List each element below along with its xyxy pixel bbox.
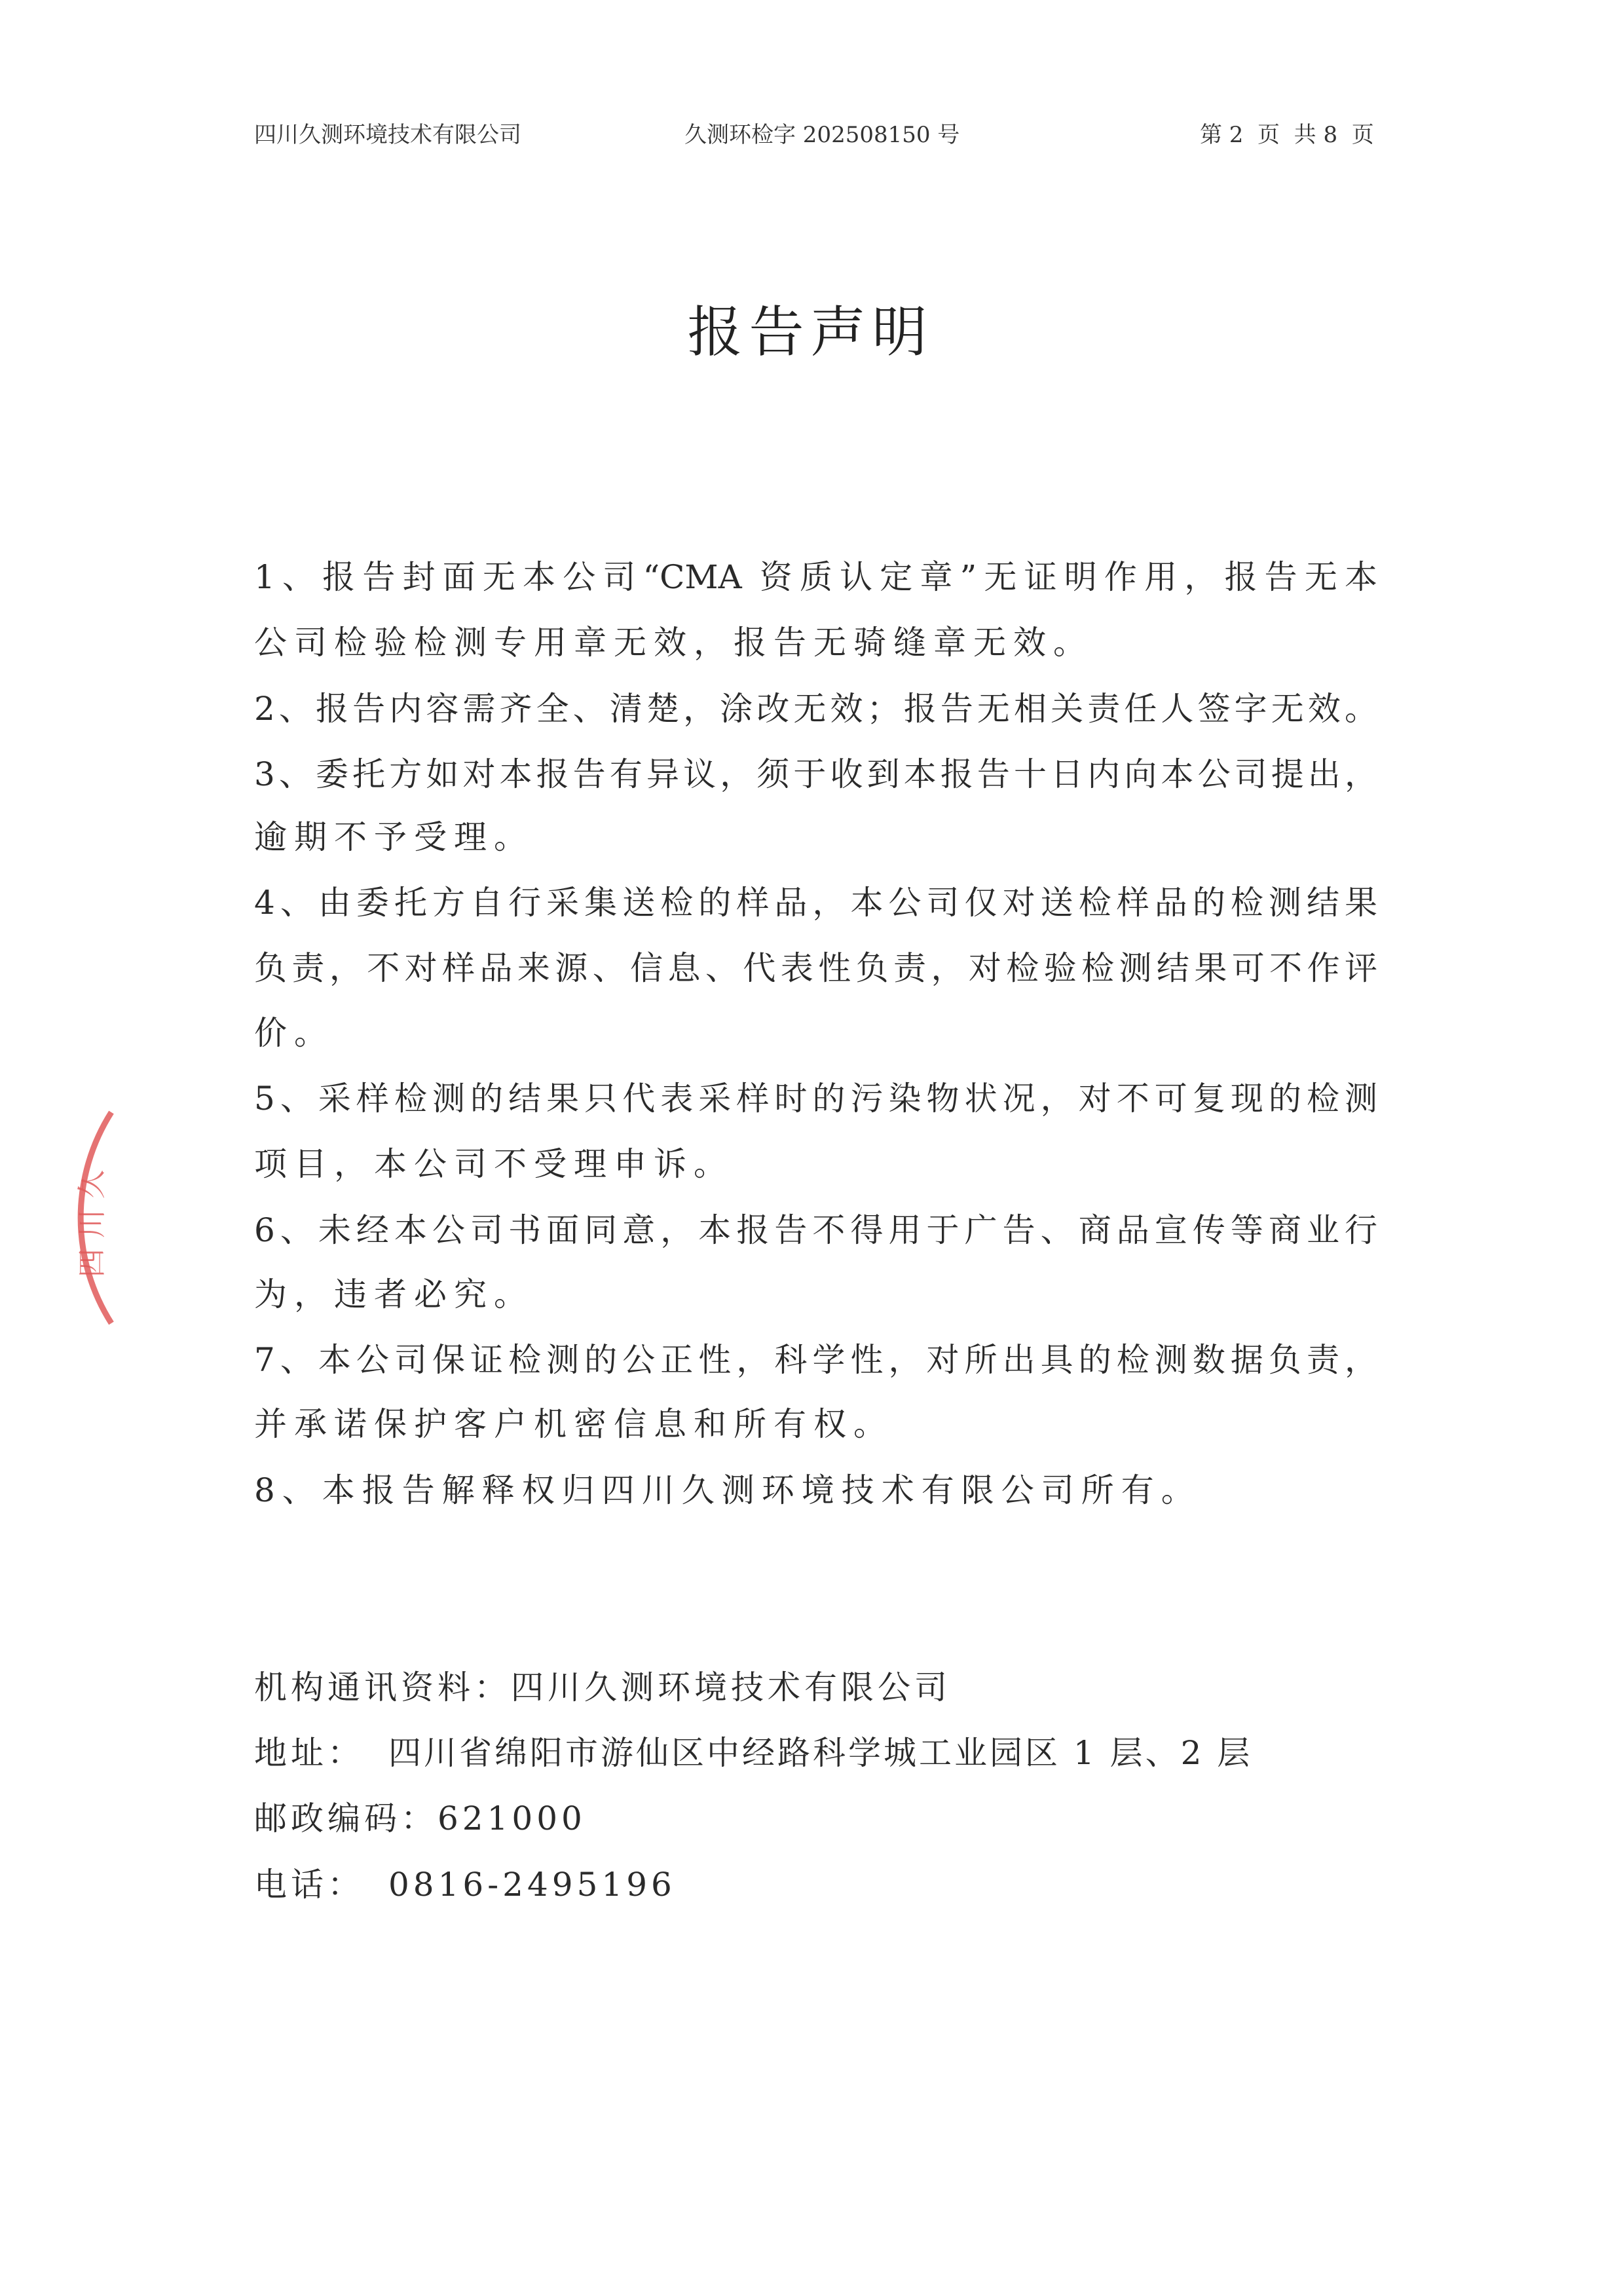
contact-org: [254, 1668, 951, 1707]
statement-7-line: 并承诺保护客户机密信息和所有权。: [254, 1405, 893, 1443]
company-seal-fragment: [39, 1107, 138, 1330]
statement-1-line: 公司检验检测专用章无效，报告无骑缝章无效。: [254, 624, 1093, 662]
contact-address: [254, 1733, 1368, 1773]
statement-4-line: 负责，不对样品来源、信息、代表性负责，对检验检测结果可不作评: [254, 949, 1377, 987]
contact-phone: [254, 1865, 778, 1904]
org-label: 机构通讯资料：: [254, 1668, 511, 1706]
contact-postcode: [254, 1799, 586, 1838]
statement-3-line: 3、委托方如对本报告有异议，须于收到本报告十日内向本公司提出，: [254, 755, 1377, 793]
phone-label: 电话：: [254, 1866, 364, 1904]
postcode-value: 621000: [438, 1799, 586, 1837]
svg-text:川: 川: [75, 1209, 109, 1238]
address-label: 地址：: [254, 1734, 364, 1772]
svg-text:久: 久: [75, 1170, 109, 1199]
org-value: 四川久测环境技术有限公司: [511, 1668, 951, 1706]
postcode-label: 邮政编码：: [254, 1799, 438, 1837]
statement-7-line: 7、本公司保证检测的公正性，科学性，对所出具的检测数据负责，: [254, 1341, 1377, 1379]
statement-4-line: 价。: [254, 1014, 334, 1052]
page-title: 报告声明: [687, 300, 934, 364]
address-value: 四川省绵阳市游仙区中经路科学城工业园区 1 层、2 层: [388, 1734, 1253, 1772]
statement-4-line: 4、由委托方自行采集送检的样品，本公司仅对送检样品的检测结果: [254, 884, 1377, 922]
statement-3-line: 逾期不予受理。: [254, 818, 534, 856]
header-company: 四川久测环境技术有限公司: [254, 122, 521, 148]
header-page-info: 第 2 页 共 8 页: [1200, 122, 1374, 148]
phone-value: 0816-2495196: [388, 1866, 676, 1904]
statement-1-line: 1、报告封面无本公司“CMA 资质认定章”无证明作用，报告无本: [254, 558, 1377, 596]
header-report-number: 久测环检字 202508150 号: [684, 122, 960, 148]
statement-2-line: 2、报告内容需齐全、清楚，涂改无效；报告无相关责任人签字无效。: [254, 690, 1377, 728]
statement-5-line: 项目，本公司不受理申诉。: [254, 1145, 734, 1183]
statement-8-line: 8、本报告解释权归四川久测环境技术有限公司所有。: [254, 1471, 1201, 1509]
svg-text:四: 四: [75, 1249, 109, 1277]
statement-6-line: 为，违者必究。: [254, 1275, 534, 1313]
statement-5-line: 5、采样检测的结果只代表采样时的污染物状况，对不可复现的检测: [254, 1080, 1377, 1118]
statement-6-line: 6、未经本公司书面同意，本报告不得用于广告、商品宣传等商业行: [254, 1211, 1377, 1249]
